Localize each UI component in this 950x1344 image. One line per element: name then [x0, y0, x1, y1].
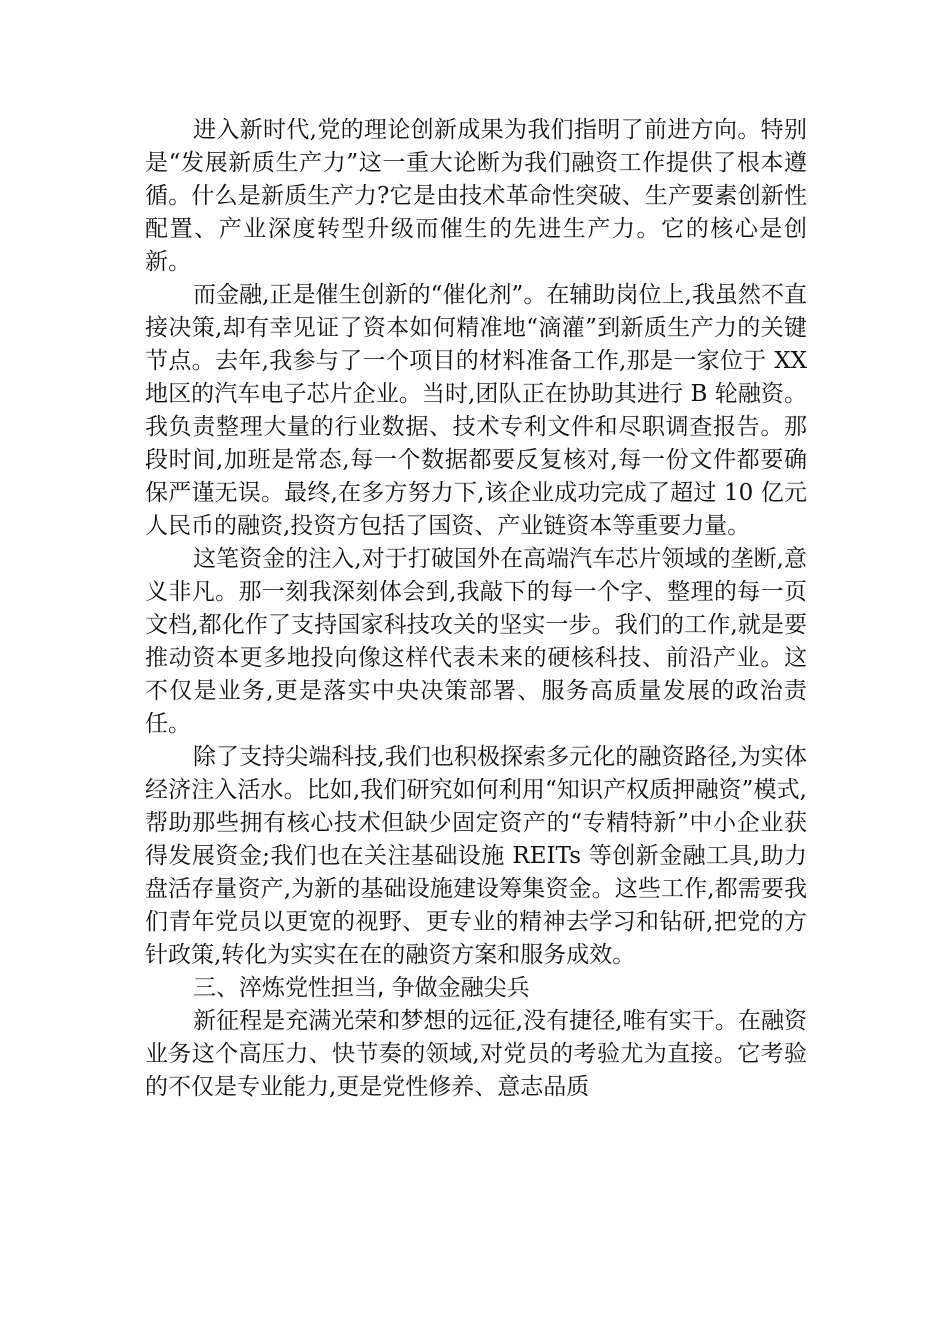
body-paragraph: 而金融,正是催生创新的“催化剂”。在辅助岗位上,我虽然不直接决策,却有幸见证了资本如何精准地“滴灌”到新质生产力的关键节点。去年,我参与了一个项目的材料准备工作,那是一家位于 XX 地区的汽车电子芯片企业。当时,团队正在协助其进行 B 轮融资。我负责整理大量的行业数据、技术专利文件和尽职调查报告。那段时间,加班是常态,每一个数据都要反复核对,每一份文件都要确保严谨无误。最终,在多方努力下,该企业成功完成了超过 10 亿元人民币的融资,投资方包括了国资、产业链资本等重要力量。 — [145, 282, 807, 539]
document-page — [145, 114, 807, 1104]
body-paragraph: 这笔资金的注入,对于打破国外在高端汽车芯片领域的垄断,意义非凡。那一刻我深刻体会到,我敲下的每一个字、整理的每一页文档,都化作了支持国家科技攻关的坚实一步。我们的工作,就是要推动资本更多地投向像这样代表未来的硬核科技、前沿产业。这不仅是业务,更是落实中央决策部署、服务高质量发展的政治责任。 — [145, 546, 807, 737]
body-paragraph: 除了支持尖端科技,我们也积极探索多元化的融资路径,为实体经济注入活水。比如,我们研究如何利用“知识产权质押融资”模式,帮助那些拥有核心技术但缺少固定资产的“专精特新”中小企业获得发展资金;我们也在关注基础设施 REITs 等创新金融工具,助力盘活存量资产,为新的基础设施建设筹集资金。这些工作,都需要我们青年党员以更宽的视野、更专业的精神去学习和钻研,把党的方针政策,转化为实实在在的融资方案和服务成效。 — [145, 744, 807, 968]
section-heading: 三、淬炼党性担当, 争做金融尖兵 — [193, 975, 530, 1001]
body-paragraph: 进入新时代,党的理论创新成果为我们指明了前进方向。特别是“发展新质生产力”这一重大论断为我们融资工作提供了根本遵循。什么是新质生产力?它是由技术革命性突破、生产要素创新性配置、产业深度转型升级而催生的先进生产力。它的核心是创新。 — [145, 117, 807, 275]
body-paragraph: 新征程是充满光荣和梦想的远征,没有捷径,唯有实干。在融资业务这个高压力、快节奏的领域,对党员的考验尤为直接。它考验的不仅是专业能力,更是党性修养、意志品质 — [145, 1008, 807, 1100]
